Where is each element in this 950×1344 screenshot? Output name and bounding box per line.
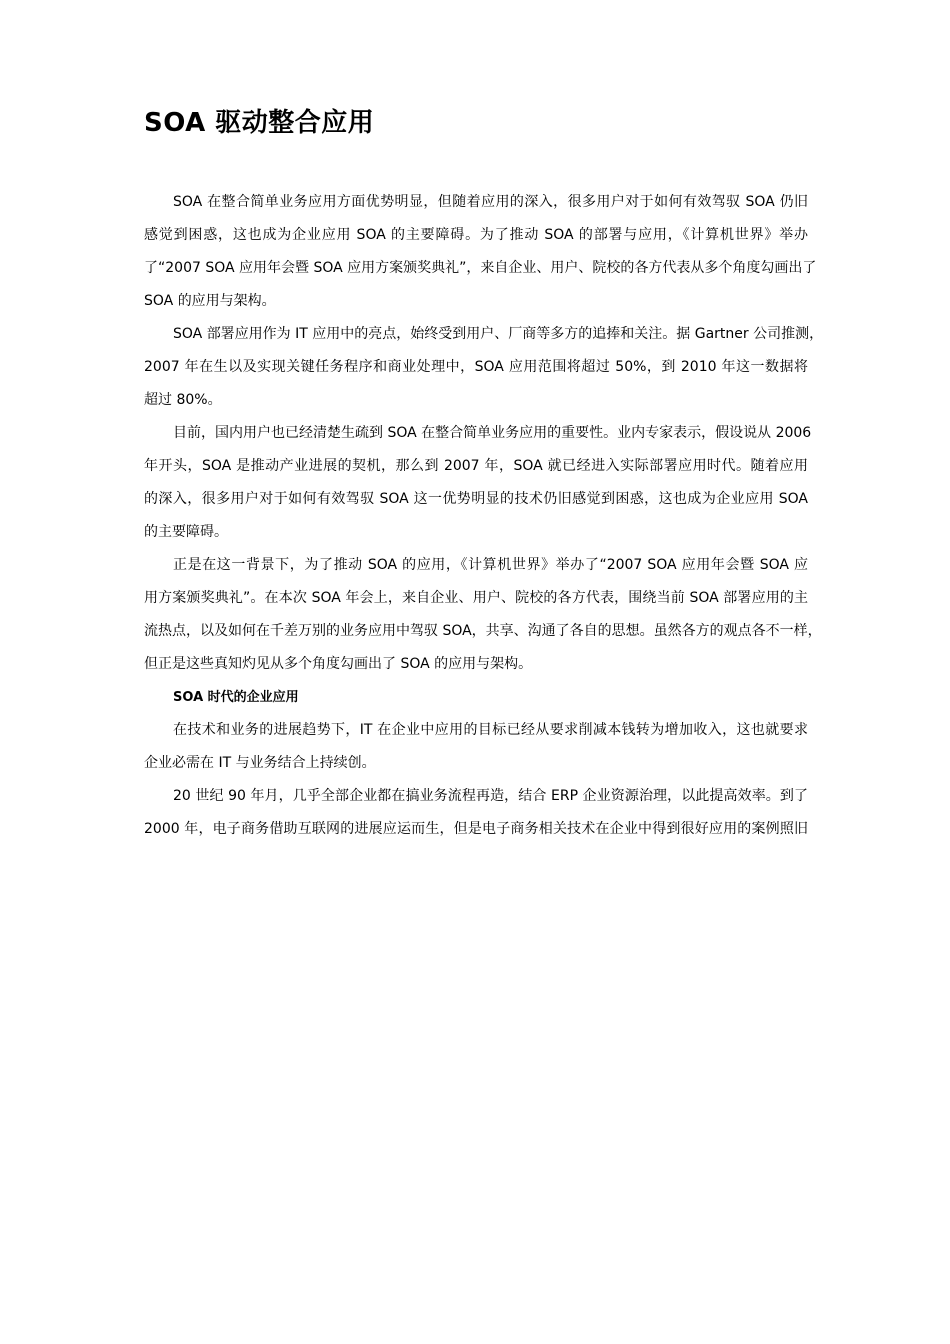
paragraph-line: 正是在这一背景下，为了推动 SOA 的应用，《计算机世界》举办了“2007 SOA 应用年会暨 SOA 应	[173, 557, 808, 573]
paragraph-line: 年开头，SOA 是推动产业进展的契机，那么到 2007 年，SOA 就已经进入实际部署应用时代。随着应用	[144, 458, 808, 474]
paragraph	[144, 186, 817, 318]
paragraph-line: 了“2007 SOA 应用年会暨 SOA 应用方案颁奖典礼”，来自企业、用户、院校的各方代表从多个角度勾画出了	[144, 260, 817, 276]
paragraph-line: SOA 在整合简单业务应用方面优势明显，但随着应用的深入，很多用户对于如何有效驾驭 SOA 仍旧	[173, 194, 808, 210]
paragraph	[144, 780, 808, 846]
paragraph-line: 2000 年，电子商务借助互联网的进展应运而生，但是电子商务相关技术在企业中得到很好应用的案例照旧	[144, 821, 808, 837]
paragraph-line: 的主要障碍。	[144, 524, 228, 540]
paragraph-line: SOA 部署应用作为 IT 应用中的亮点，始终受到用户、厂商等多方的追捧和关注。据 Gartner 公司推测，	[173, 326, 824, 342]
paragraph-line: SOA 的应用与架构。	[144, 293, 276, 309]
paragraph-line: 流热点，以及如何在千差万别的业务应用中驾驭 SOA，共享、沟通了各自的思想。虽然各方的观点各不一样，	[144, 623, 822, 639]
paragraph-line: 感觉到困惑，这也成为企业应用 SOA 的主要障碍。为了推动 SOA 的部署与应用，《计算机世界》举办	[144, 227, 808, 243]
paragraph-line: 目前，国内用户也已经清楚生疏到 SOA 在整合简单业务应用的重要性。业内专家表示，假设说从 2006	[173, 425, 812, 441]
paragraph-line: 在技术和业务的进展趋势下，IT 在企业中应用的目标已经从要求削减本钱转为增加收入，这也就要求	[173, 722, 808, 738]
paragraph-line: 2007 年在生以及实现关键任务程序和商业处理中，SOA 应用范围将超过 50%，到 2010 年这一数据将	[144, 359, 808, 375]
paragraph-line: 但正是这些真知灼见从多个角度勾画出了 SOA 的应用与架构。	[144, 656, 533, 672]
document-title: SOA 驱动整合应用	[144, 108, 375, 138]
section-heading: SOA 时代的企业应用	[173, 690, 299, 705]
document-body	[144, 186, 824, 846]
paragraph-line: 的深入，很多用户对于如何有效驾驭 SOA 这一优势明显的技术仍旧感觉到困惑，这也成为企业应用 SOA	[144, 491, 808, 507]
paragraph-line: 20 世纪 90 年月，几乎全部企业都在搞业务流程再造，结合 ERP 企业资源治理，以此提高效率。到了	[173, 788, 808, 804]
paragraph-line: 超过 80%。	[144, 392, 222, 408]
paragraph	[144, 714, 808, 780]
paragraph-line: 用方案颁奖典礼”。在本次 SOA 年会上，来自企业、用户、院校的各方代表，围绕当前 SOA 部署应用的主	[144, 590, 808, 606]
paragraph	[144, 318, 824, 417]
paragraph	[144, 417, 812, 549]
paragraph-line: 企业必需在 IT 与业务结合上持续创。	[144, 755, 376, 771]
paragraph	[144, 549, 822, 681]
